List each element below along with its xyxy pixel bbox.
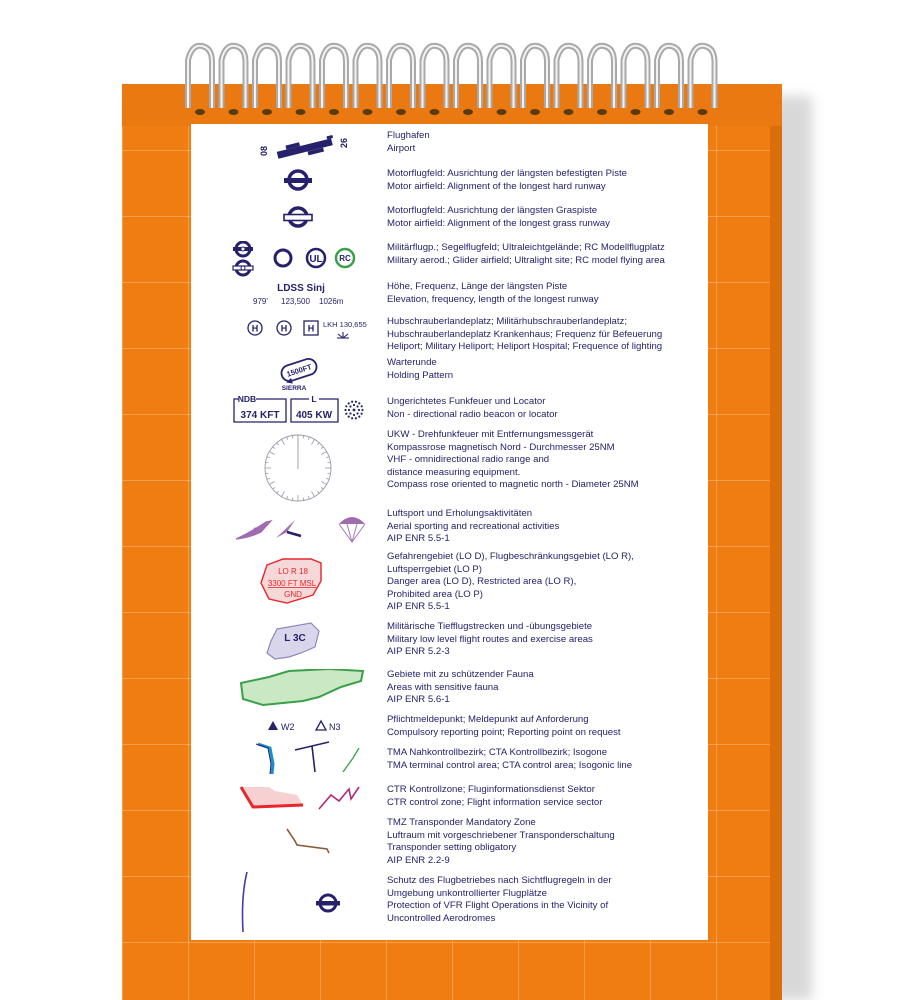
vfr-protection-icon <box>191 872 381 934</box>
tmz-boundary <box>287 829 329 853</box>
legend-text <box>387 429 705 492</box>
aerodrome-elevation: 979' <box>253 297 268 306</box>
spiral-ring <box>289 46 313 108</box>
text-line: UKW - Drehfunkfeuer mit Entfernungsmessgerät <box>387 429 594 440</box>
spiral-hole <box>396 109 406 115</box>
compulsory-reporting-icon <box>268 721 278 730</box>
glider-airfield-icon <box>275 250 291 266</box>
text-line: Kompassrose magnetisch Nord - Durchmesser 25NM <box>387 441 615 453</box>
aerodrome-data-icon <box>191 281 381 311</box>
text-line: Pflichtmeldepunkt; Meldepunkt auf Anforderung <box>387 714 589 725</box>
legend-row-heliports <box>191 316 708 356</box>
lighting-frequency: LKH 130,655 <box>323 320 367 329</box>
legend-row-restricted-area <box>191 551 708 619</box>
text-line: Hubschrauberlandeplatz Krankenhaus; Frequenz für Befeuerung <box>387 328 663 340</box>
spiral-hole <box>229 109 239 115</box>
legend-text <box>387 784 705 809</box>
spiral-ring <box>356 46 380 108</box>
legend-row-low-level-area <box>191 621 708 667</box>
motor-airfield-hard-icon <box>191 168 381 204</box>
on-request-point-label: N3 <box>329 722 341 732</box>
text-line: AIP ENR 5.5-1 <box>387 601 450 613</box>
heliports-icon <box>191 316 381 356</box>
aerodrome-types-icon <box>191 241 381 281</box>
legend-row-vor <box>191 429 708 511</box>
legend-row-aerodrome-data <box>191 281 708 311</box>
ndb-ident-freq: 374 KFT <box>240 410 280 421</box>
spiral-binding <box>0 0 900 140</box>
legend-text <box>387 551 705 614</box>
text-line: Hubschrauberlandeplatz; Militärhubschrauberlandeplatz; <box>387 316 627 327</box>
spiral-hole <box>631 109 641 115</box>
text-line: TMA terminal control area; CTA control area; Isogonic line <box>387 759 633 771</box>
text-line: Ungerichtetes Funkfeuer und Locator <box>387 396 546 407</box>
restricted-area-icon <box>191 551 381 619</box>
aerodrome-frequency: 123,500 <box>281 297 310 306</box>
spiral-ring <box>523 46 547 108</box>
cta-boundary <box>295 742 329 772</box>
spiral-ring <box>255 46 279 108</box>
spiral-ring <box>188 46 212 108</box>
on-request-reporting-icon <box>316 721 326 730</box>
rc-label: RC <box>339 254 351 263</box>
text-line: Umgebung unkontrollierter Flugplätze <box>387 887 547 899</box>
text-line: Motor airfield: Alignment of the longest hard runway <box>387 180 606 192</box>
fauna-area-icon <box>191 669 381 715</box>
legend-row-vfr-protection <box>191 872 708 934</box>
spiral-hole <box>463 109 473 115</box>
text-line: Compass rose oriented to magnetic north - Diameter 25NM <box>387 479 639 491</box>
text-line: Militärflugp.; Segelflugfeld; Ultraleichtgelände; RC Modellflugplatz <box>387 242 665 253</box>
spiral-hole <box>329 109 339 115</box>
ultralight-label: UL <box>309 254 323 265</box>
military-aerodrome-icon <box>233 242 253 275</box>
text-line: Motorflugfeld: Ausrichtung der längsten Graspiste <box>387 205 598 216</box>
text-line: Flughafen <box>387 130 430 141</box>
legend-row-aerial-sports <box>191 508 708 552</box>
text-line: Militärische Tiefflugstrecken und -übungsgebiete <box>387 621 593 632</box>
legend-text <box>387 316 705 354</box>
legend-row-motor-airfield-hard <box>191 168 708 204</box>
text-line: distance measuring equipment. <box>387 466 521 478</box>
text-line: Compulsory reporting point; Reporting point on request <box>387 726 621 738</box>
holding-pattern-icon <box>191 356 381 394</box>
ndb-dot-rose-icon <box>344 401 363 420</box>
legend-row-aerodrome-types <box>191 241 708 281</box>
tmz-icon <box>191 817 381 873</box>
area-lower-limit: GND <box>284 590 302 599</box>
legend-row-airport <box>191 130 708 166</box>
heliport-label: H <box>251 323 259 334</box>
low-level-area-label: L 3C <box>284 633 306 644</box>
spiral-hole <box>497 109 507 115</box>
compulsory-point-label: W2 <box>281 722 295 732</box>
legend-text <box>387 242 705 267</box>
low-level-area-icon <box>191 621 381 667</box>
spiral-hole <box>430 109 440 115</box>
fis-sector-boundary <box>319 787 359 809</box>
text-line: Danger area (LO D), Restricted area (LO R), <box>387 576 577 588</box>
text-line: Luftraum mit vorgeschriebener Transponderschaltung <box>387 829 615 841</box>
spiral-hole <box>597 109 607 115</box>
spiral-hole <box>262 109 272 115</box>
legend-text <box>387 669 705 707</box>
text-line: TMZ Transponder Mandatory Zone <box>387 817 536 828</box>
legend-text <box>387 621 705 659</box>
lighting-icon <box>337 332 349 338</box>
spiral-ring <box>657 46 681 108</box>
glider-icon <box>236 521 271 539</box>
text-line: Areas with sensitive fauna <box>387 681 499 693</box>
legend-row-fauna-area <box>191 669 708 715</box>
holding-name: SIERRA <box>281 385 307 392</box>
legend-text <box>387 747 705 772</box>
holding-altitude: 1500FT <box>285 362 313 379</box>
spiral-hole <box>363 109 373 115</box>
notebook-edge <box>770 84 782 1000</box>
legend-row-ndb-locator <box>191 394 708 426</box>
vor-compass-rose-icon <box>191 429 381 511</box>
tma-cta-isogone-icon <box>191 740 381 784</box>
legend-text <box>387 817 705 867</box>
spiral-ring <box>322 46 346 108</box>
legend-row-tma-cta-isogone <box>191 740 708 784</box>
text-line: Warterunde <box>387 357 437 368</box>
text-line: Elevation, frequency, length of the longest runway <box>387 293 599 305</box>
legend-row-motor-airfield-grass <box>191 205 708 241</box>
parachute-icon <box>339 517 365 524</box>
legend-text <box>387 130 705 155</box>
hang-glider-icon <box>276 520 295 538</box>
legend-text <box>387 205 705 230</box>
spiral-hole <box>698 109 708 115</box>
locator-ident-freq: 405 KW <box>295 410 333 421</box>
legend-text <box>387 357 705 382</box>
text-line: Aerial sporting and recreational activities <box>387 520 560 532</box>
text-line: Heliport; Military Heliport; Heliport Hospital; Frequence of lighting <box>387 341 663 353</box>
text-line: AIP ENR 5.2-3 <box>387 646 450 658</box>
spiral-ring <box>456 46 480 108</box>
text-line: AIP ENR 5.6-1 <box>387 694 450 706</box>
aerodrome-name: LDSS Sinj <box>277 283 325 294</box>
military-heliport-label: H <box>280 323 288 334</box>
area-designator: LO R 18 <box>278 567 308 576</box>
spiral-hole <box>530 109 540 115</box>
legend-text <box>387 168 705 193</box>
text-line: Gebiete mit zu schützender Fauna <box>387 669 534 680</box>
area-upper-limit: 3300 FT MSL <box>267 579 317 588</box>
runway-label-26: 26 <box>339 137 349 148</box>
ndb-label: NDB <box>237 394 257 404</box>
text-line: Motor airfield: Alignment of the longest grass runway <box>387 217 610 229</box>
spiral-ring <box>557 46 581 108</box>
legend-row-holding-pattern <box>191 356 708 394</box>
ctr-fis-icon <box>191 781 381 819</box>
text-line: CTR control zone; Flight information service sector <box>387 796 603 808</box>
text-line: AIP ENR 5.5-1 <box>387 533 450 545</box>
text-line: Airport <box>387 142 416 154</box>
protection-boundary <box>243 872 248 932</box>
isogonic-line <box>343 748 359 772</box>
hospital-heliport-label: H <box>307 323 315 334</box>
ndb-locator-icon <box>191 394 381 426</box>
legend-text <box>387 875 705 925</box>
legend-text <box>387 508 705 546</box>
legend-text <box>387 714 705 739</box>
text-line: Non - directional radio beacon or locator <box>387 408 558 420</box>
text-line: Uncontrolled Aerodromes <box>387 912 496 924</box>
spiral-ring <box>590 46 614 108</box>
airport-runway-icon <box>191 130 381 166</box>
aerial-sports-icon <box>191 508 381 552</box>
spiral-ring <box>222 46 246 108</box>
spiral-ring <box>389 46 413 108</box>
text-line: Holding Pattern <box>387 369 454 381</box>
text-line: AIP ENR 2.2-9 <box>387 854 450 866</box>
text-line: VHF - omnidirectional radio range and <box>387 454 550 466</box>
text-line: Prohibited area (LO P) <box>387 588 483 600</box>
spiral-ring <box>624 46 648 108</box>
spiral-hole <box>664 109 674 115</box>
text-line: Gefahrengebiet (LO D), Flugbeschränkungsgebiet (LO R), <box>387 551 634 562</box>
spiral-ring <box>490 46 514 108</box>
text-line: Protection of VFR Flight Operations in the Vicinity of <box>387 900 609 912</box>
legend-row-tmz <box>191 817 708 873</box>
text-line: TMA Nahkontrollbezirk; CTA Kontrollbezirk; Isogone <box>387 747 608 758</box>
motor-airfield-grass-icon <box>191 205 381 241</box>
legend-sheet <box>191 124 708 940</box>
text-line: Luftsperrgebiet (LO P) <box>387 563 482 575</box>
text-line: CTR Kontrollzone; Fluginformationsdienst Sektor <box>387 784 595 795</box>
spiral-hole <box>564 109 574 115</box>
runway-label-08: 08 <box>259 145 269 156</box>
spiral-ring <box>423 46 447 108</box>
spiral-hole <box>195 109 205 115</box>
text-line: Military aerod.; Glider airfield; Ultralight site; RC model flying area <box>387 254 665 266</box>
spiral-ring <box>691 46 715 108</box>
text-line: Luftsport und Erholungsaktivitäten <box>387 508 533 519</box>
text-line: Transponder setting obligatory <box>387 842 517 854</box>
legend-text <box>387 396 705 421</box>
spiral-hole <box>296 109 306 115</box>
legend-row-ctr-fis <box>191 781 708 819</box>
locator-label: L <box>311 394 317 404</box>
legend-text <box>387 281 705 306</box>
text-line: Military low level flight routes and exercise areas <box>387 633 593 645</box>
text-line: Motorflugfeld: Ausrichtung der längsten befestigten Piste <box>387 168 627 179</box>
text-line: Höhe, Frequenz, Länge der längsten Piste <box>387 281 568 292</box>
aerodrome-runway-length: 1026m <box>319 297 344 306</box>
text-line: Schutz des Flugbetriebes nach Sichtflugregeln in der <box>387 875 612 886</box>
